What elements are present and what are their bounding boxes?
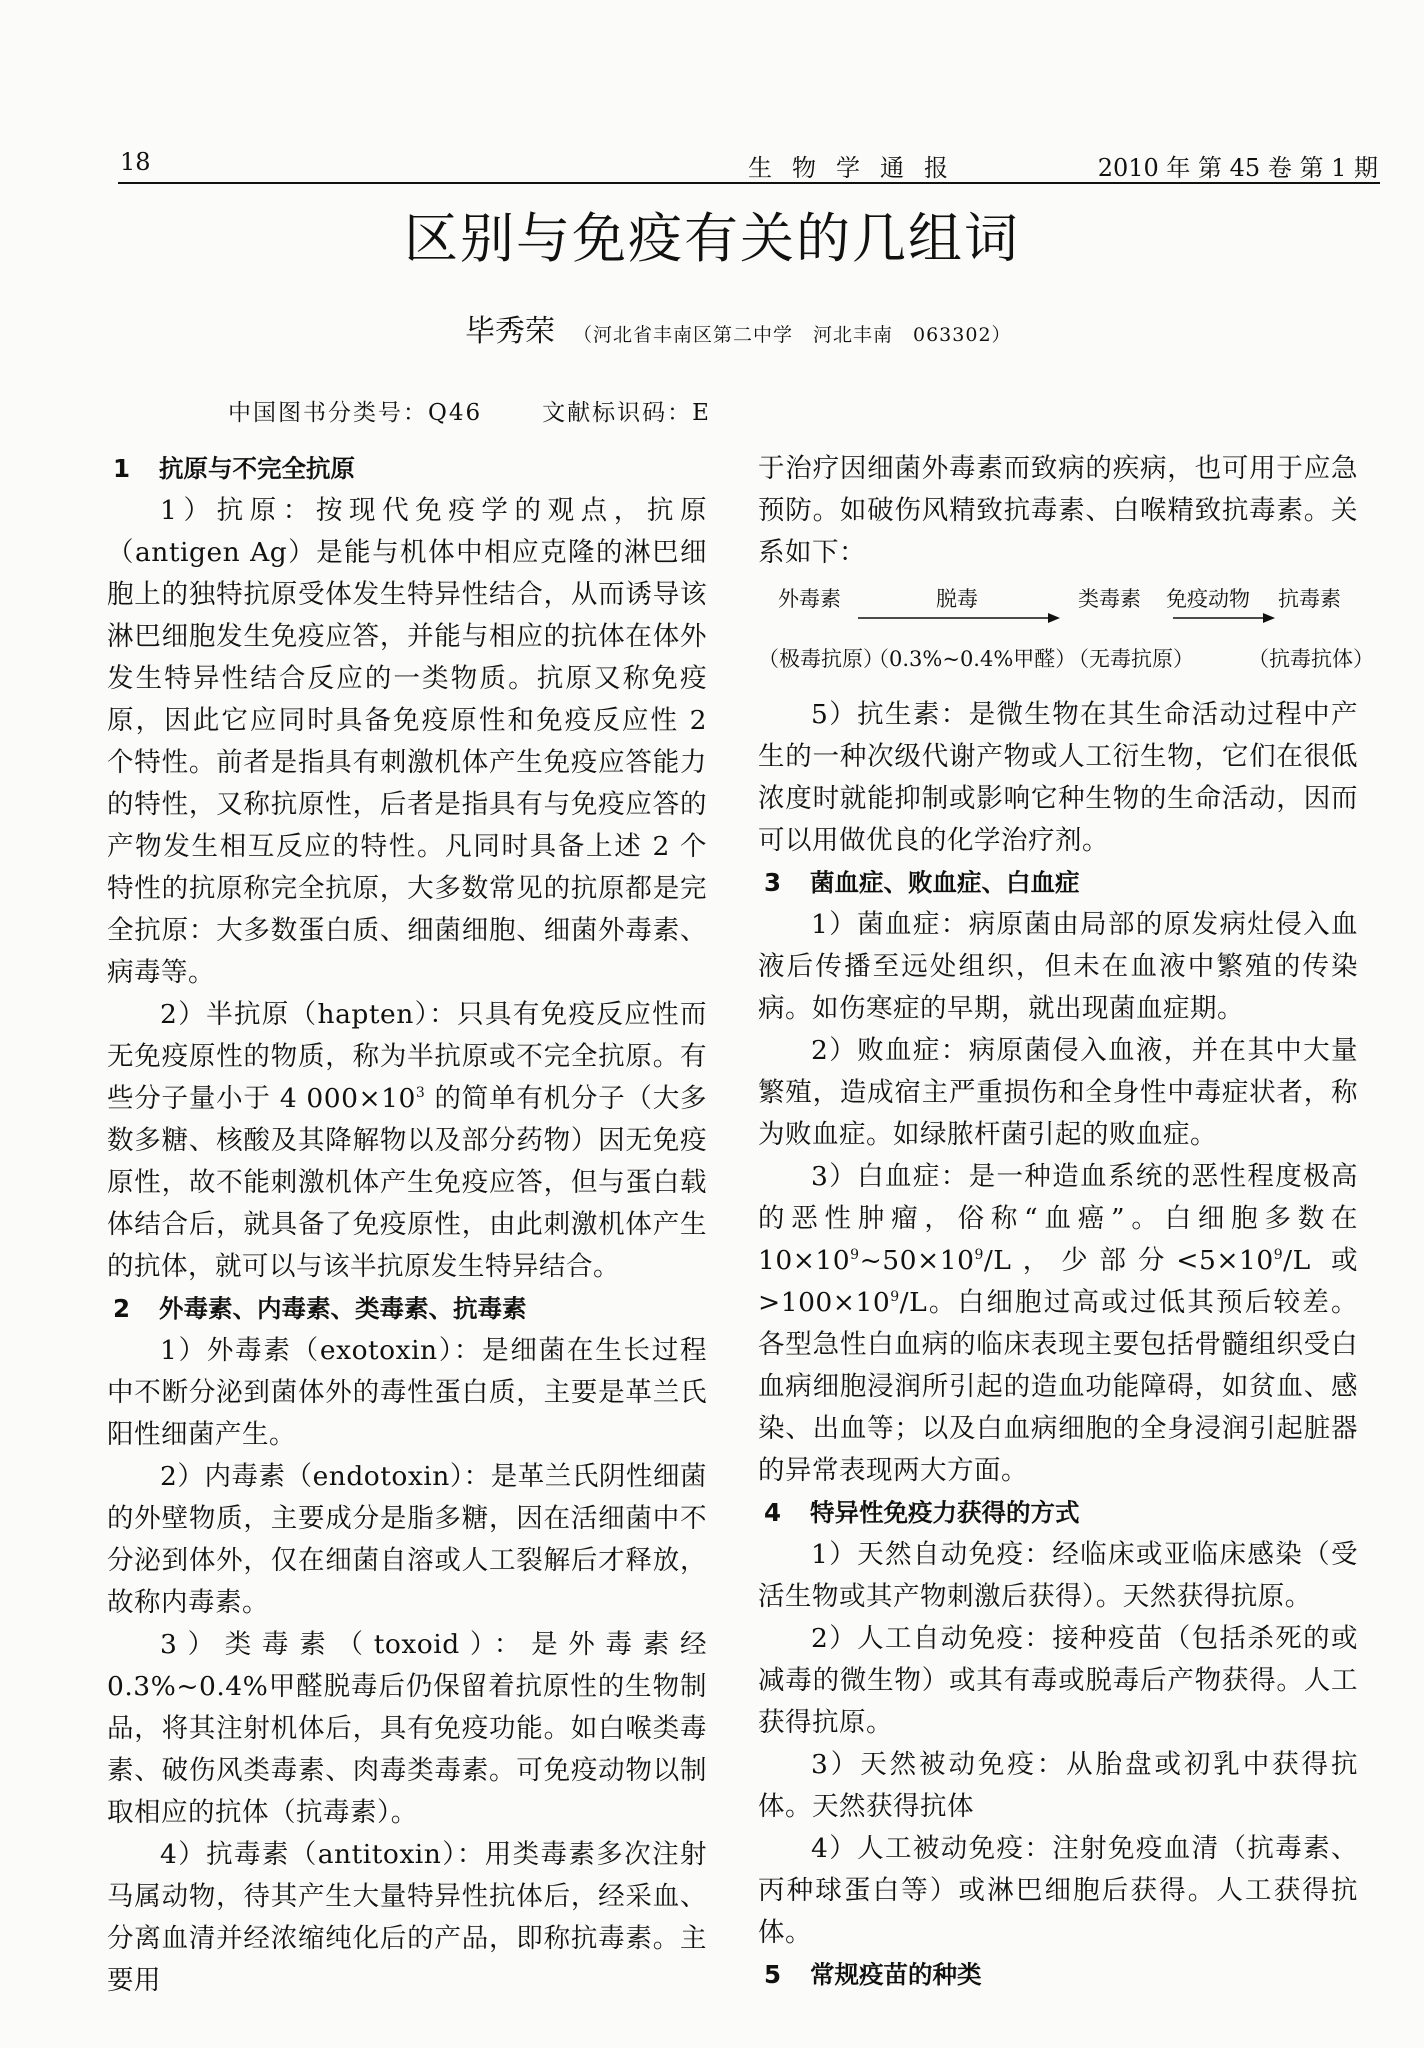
diagram-detox-note: （0.3%~0.4%甲醛） — [868, 647, 1077, 671]
diagram-antitoxin-note: （抗毒抗体） — [1248, 647, 1374, 671]
paragraph: 4）抗毒素（antitoxin）：用类毒素多次注射马属动物，待其产生大量特异性抗体后，经采血、分离血清并经浓缩纯化后的产品，即称抗毒素。主要用 — [107, 1839, 707, 1996]
paragraph: 1）菌血症：病原菌由局部的原发病灶侵入血液后传播至远处组织，但未在血液中繁殖的传染病。如伤寒症的早期，就出现菌血症期。 — [758, 909, 1358, 1024]
page-number: 18 — [120, 148, 151, 176]
section-heading: 2 外毒素、内毒素、类毒素、抗毒素 — [113, 1294, 527, 1323]
article-title: 区别与免疫有关的几组词 — [404, 207, 1020, 270]
section-heading: 4 特异性免疫力获得的方式 — [764, 1498, 1080, 1527]
paragraph-continued: 于治疗因细菌外毒素而致病的疾病，也可用于应急预防。如破伤风精致抗毒素、白喉精致抗毒素。关系如下： — [758, 453, 1358, 568]
classification-number: 中国图书分类号：Q46 — [228, 400, 483, 426]
running-header — [118, 146, 1380, 184]
section-heading: 3 菌血症、败血症、白血症 — [764, 868, 1080, 897]
paragraph: 1）抗原：按现代免疫学的观点，抗原（antigen Ag）是能与机体中相应克隆的淋巴细胞上的独特抗原受体发生特异性结合，从而诱导该淋巴细胞发生免疫应答，并能与相应的抗体在体外发生特异性结合反应的一类物质。抗原又称免疫原，因此它应同时具备免疫原性和免疫反应性 2 个特性。前者是指具有刺激机体产生免疫应答能力的特性，又称抗原性，后者是指具有与免疫应答的产物发生相互反应的特性。凡同时具备上述 2 个特性的抗原称完全抗原，大多数常见的抗原都是完全抗原：大多数蛋白质、细菌细胞、细菌外毒素、病毒等。 — [107, 495, 707, 988]
paragraph: 2）人工自动免疫：接种疫苗（包括杀死的或减毒的微生物）或其有毒或脱毒后产物获得。人工获得抗原。 — [758, 1623, 1358, 1738]
paragraph: 3）天然被动免疫：从胎盘或初乳中获得抗体。天然获得抗体 — [758, 1749, 1358, 1822]
paragraph: 3）类毒素（toxoid）：是外毒素经 0.3%~0.4%甲醛脱毒后仍保留着抗原性的生物制品，将其注射机体后，具有免疫功能。如白喉类毒素、破伤风类毒素、肉毒类毒素。可免疫动物以制取相应的抗体（抗毒素）。 — [107, 1629, 707, 1828]
paragraph: 2）败血症：病原菌侵入血液，并在其中大量繁殖，造成宿主严重损伤和全身性中毒症状者，称为败血症。如绿脓杆菌引起的败血症。 — [758, 1035, 1358, 1150]
author-line — [465, 306, 1012, 350]
author-name: 毕秀荣 — [465, 314, 555, 349]
arrow-head — [1048, 613, 1060, 623]
issue-info: 2010 年 第 45 卷 第 1 期 — [1097, 154, 1378, 182]
diagram-exotoxin-note: （极毒抗原） — [758, 647, 884, 671]
diagram-arrows — [758, 574, 1358, 694]
diagram-toxoid: 类毒素 — [1078, 587, 1141, 611]
arrow-head — [1263, 613, 1275, 623]
left-column — [107, 448, 707, 2002]
paragraph: 1）外毒素（exotoxin）：是细菌在生长过程中不断分泌到菌体外的毒性蛋白质，主要是革兰氏阳性细菌产生。 — [107, 1335, 707, 1450]
journal-name: 生物学通报 — [748, 154, 968, 182]
toxin-relation-diagram — [758, 574, 1374, 694]
paragraph: 5）抗生素：是微生物在其生命活动过程中产生的一种次级代谢产物或人工衍生物，它们在很低浓度时就能抑制或影响它种生物的生命活动，因而可以用做优良的化学治疗剂。 — [758, 699, 1358, 856]
right-column — [758, 448, 1374, 1996]
section-heading: 1 抗原与不完全抗原 — [113, 454, 355, 483]
author-affiliation: （河北省丰南区第二中学 河北丰南 063302） — [573, 324, 1012, 346]
classification-line — [228, 394, 711, 427]
diagram-detox: 脱毒 — [936, 587, 978, 611]
section-heading: 5 常规疫苗的种类 — [764, 1960, 982, 1989]
document-code: 文献标识码：E — [542, 400, 711, 426]
diagram-antitoxin: 抗毒素 — [1278, 587, 1341, 611]
paragraph: 2）半抗原（hapten）：只具有免疫反应性而无免疫原性的物质，称为半抗原或不完全抗原。有些分子量小于 4 $000\times 10^3$ 的简单有机分子（大多数多糖、核酸及其降解物以及部分药物）因无免疫原性，故不能刺激机体产生免疫应答，但与蛋白载体结合后，就具备了免疫原性，由此刺激机体产生的抗体，就可以与该半抗原发生特异结合。 — [107, 999, 707, 1282]
paragraph: 3）白血症：是一种造血系统的恶性程度极高的恶性肿瘤，俗称“血癌”。白细胞多数在 $10\times 10^9\sim 50\times 10^9/L$，少部分$<5\times 10^9/L$ 或$>100\times 10^9/L$。白细胞过高或过低其预后较差。各型急性白血病的临床表现主要包括骨髓组织受白血病细胞浸润所引起的造血功能障碍，如贫血、感染、出血等；以及白血病细胞的全身浸润引起脏器的异常表现两大方面。 — [758, 1161, 1358, 1486]
diagram-immunize: 免疫动物 — [1166, 587, 1250, 611]
paragraph: 4）人工被动免疫：注射免疫血清（抗毒素、丙种球蛋白等）或淋巴细胞后获得。人工获得抗体。 — [758, 1833, 1358, 1948]
diagram-toxoid-note: （无毒抗原） — [1068, 647, 1194, 671]
paragraph: 2）内毒素（endotoxin）：是革兰氏阴性细菌的外壁物质，主要成分是脂多糖，因在活细菌中不分泌到体外，仅在细菌自溶或人工裂解后才释放，故称内毒素。 — [107, 1461, 707, 1618]
diagram-exotoxin: 外毒素 — [778, 587, 841, 611]
paragraph: 1）天然自动免疫：经临床或亚临床感染（受活生物或其产物刺激后获得）。天然获得抗原。 — [758, 1539, 1358, 1612]
